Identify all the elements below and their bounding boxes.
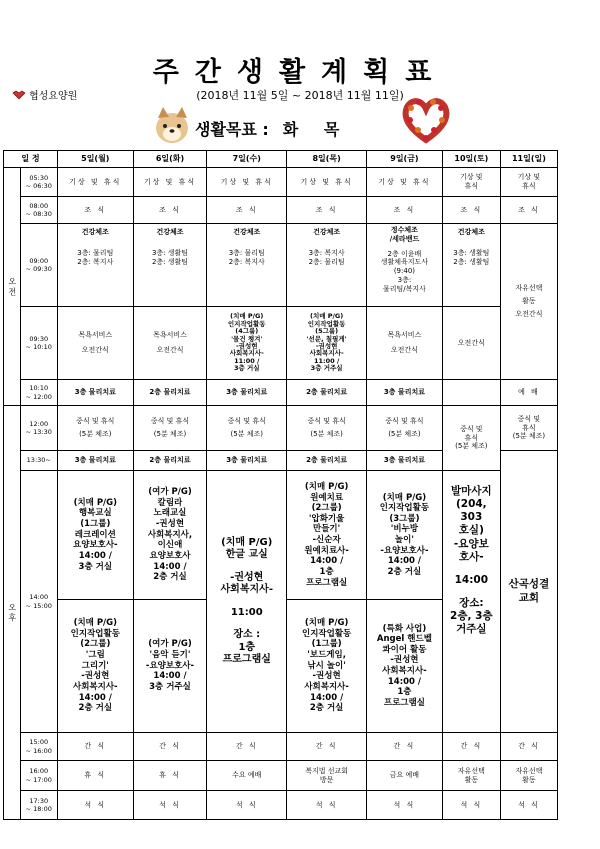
exercise-fri: 정수체조 /세라밴드 2층 이윤배 생활체육지도사 (9:40) 3층: 물리팀/복지사 [367, 224, 443, 307]
exercise-tue: 건강체조 3층: 생활팀 2층: 생활팀 [133, 224, 207, 307]
schedule-header: 일 정 [4, 151, 58, 168]
time-cell: 05:30 ~ 06:30 [20, 168, 57, 197]
snack-tue: 간 식 [133, 733, 207, 761]
program-mon [57, 471, 133, 733]
time-cell: 10:10 ~ 12:00 [20, 380, 57, 406]
wake-mon: 기상 및 휴식 [57, 168, 133, 197]
day-header-thu: 8일(목) [287, 151, 367, 168]
dinner-mon: 석 식 [57, 791, 133, 820]
day-header-tue: 6일(화) [133, 151, 207, 168]
weekly-schedule-table [3, 150, 558, 820]
day-header-sun: 11일(일) [500, 151, 557, 168]
rest-tue: 휴 식 [133, 761, 207, 791]
wake-thu: 기상 및 휴식 [287, 168, 367, 197]
wake-sat: 기상 및 휴식 [442, 168, 500, 197]
section-am [4, 168, 21, 406]
time-cell: 09:30 ~ 10:10 [20, 307, 57, 380]
table-row [4, 761, 558, 791]
org-label: 협성요양원 [29, 91, 78, 102]
header-row [4, 151, 558, 168]
table-row [4, 197, 558, 224]
worship-fri: 금요 예배 [367, 761, 443, 791]
worship-sun: 예 배 [500, 380, 557, 406]
lunch-mon: 중식 및 휴식 (5분 체조) [57, 406, 133, 451]
free-sun: 자유선택 활동 [500, 761, 557, 791]
breakfast-tue: 조 식 [133, 197, 207, 224]
section-pm-label: 오 후 [7, 603, 17, 622]
rest-mon: 휴 식 [57, 761, 133, 791]
day-header-mon: 5일(월) [57, 151, 133, 168]
bath-mon: 목욕서비스 오전간식 [57, 307, 133, 380]
wake-wed: 기상 및 휴식 [207, 168, 287, 197]
day-header-fri: 9일(금) [367, 151, 443, 168]
table-row [4, 471, 558, 733]
pt-thu-pm: 2층 물리치료 [287, 451, 367, 471]
lunch-fri: 중식 및 휴식 (5분 체조) [367, 406, 443, 451]
program-wed: (치매 P/G) 한글 교실 -권성현 사회복지사- 11:00 장소 : 1층 프로그램실 [207, 471, 287, 733]
program-tue-b: (여가 P/G) '음악 듣기' -요양보호사- 14:00 / 3층 거주실 [145, 639, 195, 692]
time-cell: 15:00 ~ 16:00 [20, 733, 57, 761]
program-mon-a: (치매 P/G) 행복교실 (1그룹) 레크레이션 요양보호사- 14:00 / 3층 거실 [58, 471, 133, 600]
snack-sun: 간 식 [500, 733, 557, 761]
exercise-wed: 건강체조 3층: 물리팀 2층: 복지사 [207, 224, 287, 307]
goal-label: 생활목표 : [195, 120, 269, 139]
bath-fri: 목욕서비스 오전간식 [367, 307, 443, 380]
program-wed-am: (치매 P/G) 인지작업활동 (4그룹) '물건 챙겨' -권성현 사회복지사- 11:00 / 3층 거실 [207, 307, 287, 380]
page-title: 주간생활계획표 [152, 57, 448, 88]
program-mon-b: (치매 P/G) 인지작업활동 (2그룹) '그림 그리기' -권성현 사회복지사- 14:00 / 2층 거실 [70, 618, 120, 714]
free-activity-sun: 자유선택 활동 오전간식 [500, 224, 557, 380]
wake-tue: 기상 및 휴식 [133, 168, 207, 197]
time-cell: 17:30 ~ 18:00 [20, 791, 57, 820]
exercise-sat: 건강체조 3층: 생활팀 2층: 생활팀 [442, 224, 500, 307]
dinner-sat: 석 식 [442, 791, 500, 820]
day-header-sat: 10일(토) [442, 151, 500, 168]
pt-thu-am: 2층 물리치료 [287, 380, 367, 406]
program-fri-b: (특화 사업) Angel 핸드벨 콰이어 활동 -권성현 사회복지사- 14:00 / 1층 프로그램실 [376, 623, 432, 708]
table-row [4, 733, 558, 761]
mission-thu: 복지법 선교회 방문 [287, 761, 367, 791]
dinner-thu: 석 식 [287, 791, 367, 820]
goal-value: 화 목 [282, 120, 350, 139]
pt-mon-am: 3층 물리치료 [57, 380, 133, 406]
worship-wed: 수요 예배 [207, 761, 287, 791]
lunch-wed: 중식 및 휴식 (5분 체조) [207, 406, 287, 451]
time-cell: 14:00 ~ 15:00 [20, 471, 57, 733]
dinner-sun: 석 식 [500, 791, 557, 820]
program-tue-a: (여가 P/G) 칼림라 노래교실 -권성현 사회복지사, 이신애 요양보호사 14:00 / 2층 거실 [134, 471, 207, 600]
lunch-tue: 중식 및 휴식 (5분 체조) [133, 406, 207, 451]
lunch-thu: 중식 및 휴식 (5분 체조) [287, 406, 367, 451]
snack-fri: 간 식 [367, 733, 443, 761]
day-header-wed: 7일(수) [207, 151, 287, 168]
table-row [4, 224, 558, 307]
program-sat: 발마사지 (204, 303 호실) -요양보 호사- 14:00 장소: 2층, 3층 거주실 [442, 471, 500, 733]
table-row [4, 168, 558, 197]
time-cell: 16:00 ~ 17:00 [20, 761, 57, 791]
snack-thu: 간 식 [287, 733, 367, 761]
breakfast-mon: 조 식 [57, 197, 133, 224]
wake-sun: 기상 및 휴식 [500, 168, 557, 197]
section-pm [4, 406, 21, 820]
bath-tue: 목욕서비스 오전간식 [133, 307, 207, 380]
exercise-thu: 건강체조 3층: 복지사 2층: 물리팀 [287, 224, 367, 307]
exercise-mon: 건강체조 3층: 물리팀 2층: 복지사 [57, 224, 133, 307]
program-thu-am: (치매 P/G) 인지작업활동 (5그룹) '선문, 칠필게' -권성현 사회복지사- 11:00 / 3층 거주실 [287, 307, 367, 380]
pt-wed-pm: 3층 물리치료 [207, 451, 287, 471]
program-tue [133, 471, 207, 733]
dinner-tue: 석 식 [133, 791, 207, 820]
pt-fri-pm: 3층 물리치료 [367, 451, 443, 471]
flower-heart-icon [401, 96, 451, 144]
breakfast-sun: 조 식 [500, 197, 557, 224]
program-thu [287, 471, 367, 733]
program-thu-a: (치매 P/G) 원예치료 (2그룹) '압화기울 만들기' -신순자 원예치료사- 14:00 / 1층 프로그램실 [287, 471, 366, 600]
program-fri-a: (치매 P/G) 인지작업활동 (3그룹) '비누방 놀이' -요양보호사- 14:00 / 2층 거실 [367, 471, 442, 600]
table-row [4, 406, 558, 451]
date-range: (2018년 11월 5일 ~ 2018년 11월 11일) [196, 89, 404, 102]
table-row [4, 380, 558, 406]
breakfast-sat: 조 식 [442, 197, 500, 224]
time-cell: 12:00 ~ 13:30 [20, 406, 57, 451]
pt-tue-am: 2층 물리치료 [133, 380, 207, 406]
sun-church-cell: 산곡성결 교회 [500, 451, 557, 733]
snack-sat: 간 식 [442, 733, 500, 761]
dinner-fri: 석 식 [367, 791, 443, 820]
program-thu-b: (치매 P/G) 인지작업활동 (1그룹) '보드게임, 낚시 놀이' -권성현 사회복지사- 14:00 / 2층 거실 [301, 618, 352, 714]
table-row [4, 791, 558, 820]
dog-illustration-icon [150, 107, 195, 147]
time-cell: 09:00 ~ 09:30 [20, 224, 57, 307]
empty-sat [442, 380, 500, 406]
wake-fri: 기상 및 휴식 [367, 168, 443, 197]
breakfast-thu: 조 식 [287, 197, 367, 224]
dinner-wed: 석 식 [207, 791, 287, 820]
snack-sat-am: 오전간식 [442, 307, 500, 380]
lunch-sat: 중식 및 휴식 (5분 체조) [442, 406, 500, 471]
pt-fri-am: 3층 물리치료 [367, 380, 443, 406]
table-row [4, 307, 558, 380]
time-cell: 13:30~ [20, 451, 57, 471]
program-fri [367, 471, 443, 733]
pt-wed-am: 3층 물리치료 [207, 380, 287, 406]
snack-wed: 간 식 [207, 733, 287, 761]
breakfast-wed: 조 식 [207, 197, 287, 224]
lunch-sun: 중식 및 휴식 (5분 체조) [500, 406, 557, 451]
free-sat: 자유선택 활동 [442, 761, 500, 791]
pt-mon-pm: 3층 물리치료 [57, 451, 133, 471]
snack-mon: 간 식 [57, 733, 133, 761]
time-cell: 08:00 ~ 08:30 [20, 197, 57, 224]
section-am-label: 오 전 [7, 277, 17, 296]
breakfast-fri: 조 식 [367, 197, 443, 224]
life-goal [195, 117, 400, 140]
pt-tue-pm: 2층 물리치료 [133, 451, 207, 471]
